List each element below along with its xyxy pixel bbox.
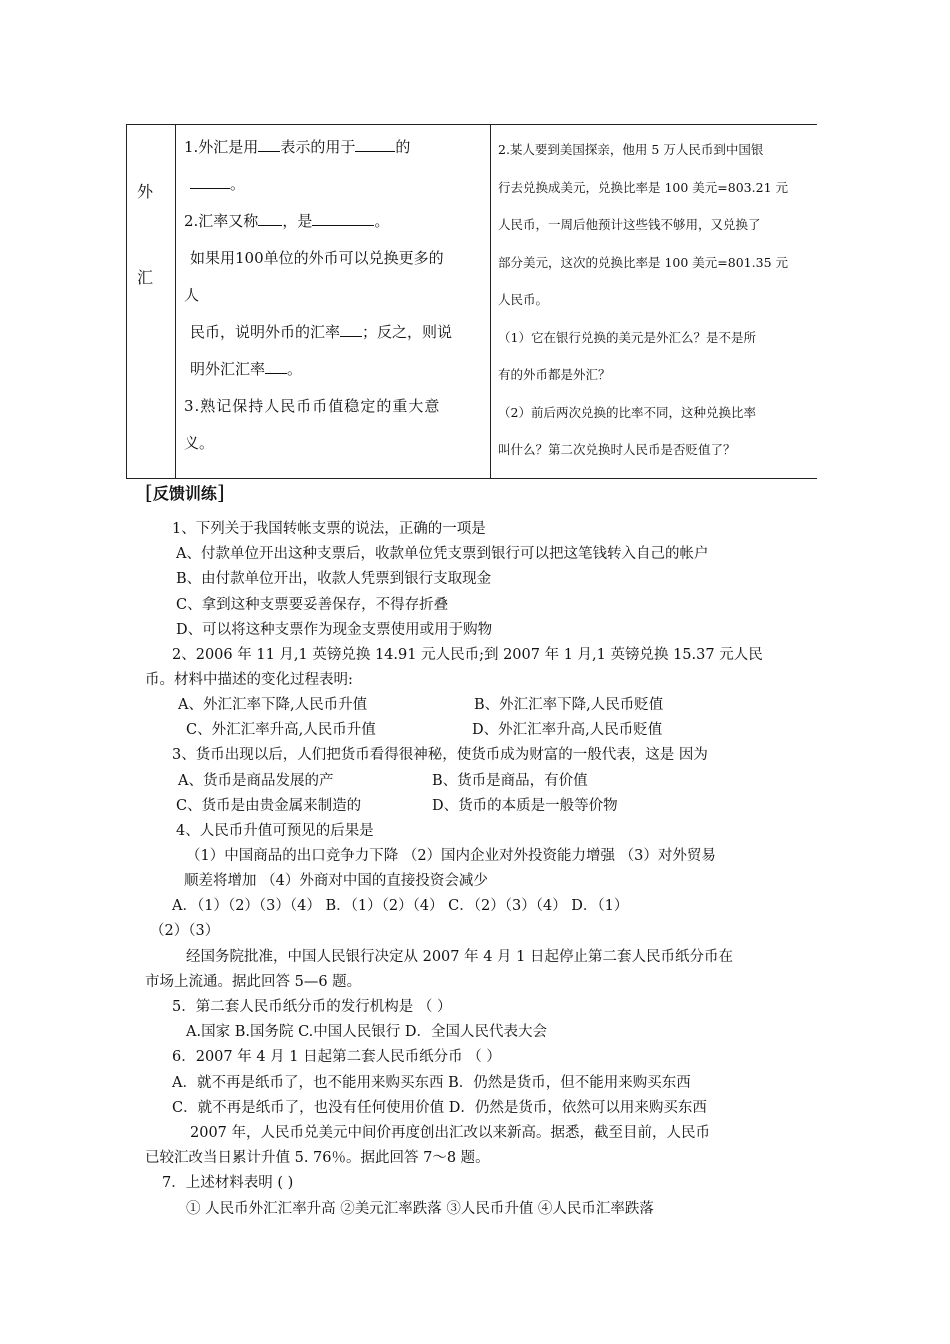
answer-option: D、外汇汇率升高,人民币贬值 [472,722,663,739]
answer-option: B、由付款单位开出，收款人凭票到银行支取现金 [176,571,492,588]
knowledge-line: 。 [184,166,484,203]
knowledge-line: 3.熟记保持人民币币值稳定的重大意 [184,397,441,415]
exercise-line: 叫什么？第二次兑换时人民币是否贬值了？ [498,442,736,457]
question-stem: 4、人民币升值可预见的后果是 [176,822,374,839]
option-row: A．（1）（2）（3）（4） B．（1）（2）（4） C．（2）（3）（4） D．（1） [172,898,629,915]
knowledge-line: 明外汇汇率 。 [190,360,303,378]
question-stem: 1、下列关于我国转帐支票的说法，正确的一项是 [172,521,486,537]
question-stem: 6．2007 年 4 月 1 日起第二套人民币纸分币 （ ） [172,1049,501,1066]
option-row [0,769,950,794]
answer-option: A、货币是商品发展的产 [178,772,334,789]
exercise-line: （1）它在银行兑换的美元是外汇么？是不是所 [498,329,756,345]
exercise-line: 2.某人要到美国探亲，他用 5 万人民币到中国银 [498,142,764,157]
option-row: C．就不再是纸币了，也没有任何使用价值 D．仍然是货币，依然可以用来购买东西 [172,1099,707,1116]
feedback-heading: [反馈训练] [145,480,225,504]
knowledge-line: 民币，说明外币的汇率 ；反之，则说 [190,323,453,341]
exercise-text [498,131,812,469]
answer-option: D、货币的本质是一般等价物 [432,797,618,814]
option-row: A．就不再是纸币了，也不能用来购买东西 B．仍然是货币，但不能用来购买东西 [172,1074,691,1091]
knowledge-line: 2.汇率又称 ，是 。 [184,212,390,230]
answer-option: A、付款单位开出这种支票后，收款单位凭支票到银行可以把这笔钱转入自己的帐户 [176,546,709,563]
answer-option: C、外汇汇率升高,人民币升值 [186,722,376,739]
knowledge-line: 如果用100单位的外币可以兑换更多的 [190,249,444,267]
answer-option: B、外汇汇率下降,人民币贬值 [474,697,664,714]
option-row [0,693,950,718]
table-side-label-cell [127,125,176,478]
question-stem: 2、2006 年 11 月,1 英镑兑换 14.91 元人民币;到 2007 年 1 月,1 英镑兑换 15.37 元人民 [172,647,763,664]
material-paragraph: 2007 年，人民币兑美元中间价再度创出汇改以来新高。据悉，截至目前，人民币 [190,1125,711,1142]
exercise-line: 人民币，一周后他预计这些钱不够用，又兑换了 [498,217,761,232]
answer-option: A、外汇汇率下降,人民币升值 [178,697,368,714]
option-row: A.国家 B.国务院 C.中国人民银行 D．全国人民代表大会 [186,1024,547,1041]
answer-option: C、拿到这种支票要妥善保存，不得存折叠 [176,596,449,613]
question-stem: 5．第二套人民币纸分币的发行机构是 （ ） [172,999,452,1016]
question-stem: 7．上述材料表明 ( ) [162,1175,294,1192]
table-exercise-cell [491,125,817,478]
material-paragraph: 市场上流通。据此回答 5—6 题。 [145,973,362,990]
option-row: （2）（3） [150,923,220,940]
knowledge-line: 1.外汇是用 表示的用于 的 [184,138,411,156]
exercise-line: 人民币。 [498,292,549,307]
question-list [0,517,950,1222]
exercise-line: 行去兑换成美元，兑换比率是 100 美元=803.21 元 [498,179,788,195]
exercise-line: （2）前后两次兑换的比率不同，这种兑换比率 [498,404,756,420]
side-label-char: 外 [137,182,154,201]
answer-option: C、货币是由贵金属来制造的 [176,797,362,814]
option-row [0,718,950,743]
answer-option: B、货币是商品，有价值 [432,772,588,789]
exercise-line: 部分美元，这次的兑换比率是 100 美元=801.35 元 [498,254,788,270]
material-paragraph: 经国务院批准，中国人民银行决定从 2007 年 4 月 1 日起停止第二套人民币纸分币在 [186,948,734,965]
material-paragraph: 已较汇改当日累计升值 5. 76％。据此回答 7～8 题。 [145,1150,490,1167]
exercise-line: 有的外币都是外汇？ [498,367,611,382]
knowledge-table [126,124,817,479]
feedback-title: 反馈训练 [152,484,217,503]
option-row: ① 人民币外汇汇率升高 ②美元汇率跌落 ③人民币升值 ④人民币汇率跌落 [186,1200,654,1217]
option-row [0,794,950,819]
knowledge-points [184,129,484,462]
question-stem: 币。材料中描述的变化过程表明: [145,672,353,689]
table-knowledge-cell [176,125,491,478]
knowledge-line: 人 [184,286,200,304]
side-label-char: 汇 [137,268,154,287]
knowledge-line: 义。 [184,434,215,452]
question-stem: 3、货币出现以后，人们把货币看得很神秘，使货币成为财富的一般代表，这是 因为 [172,747,708,764]
answer-option: D、可以将这种支票作为现金支票使用或用于购物 [176,621,493,638]
question-items: （1）中国商品的出口竞争力下降 （2）国内企业对外投资能力增强 （3）对外贸易 [186,847,716,864]
question-items: 顺差将增加 （4）外商对中国的直接投资会减少 [184,873,488,890]
